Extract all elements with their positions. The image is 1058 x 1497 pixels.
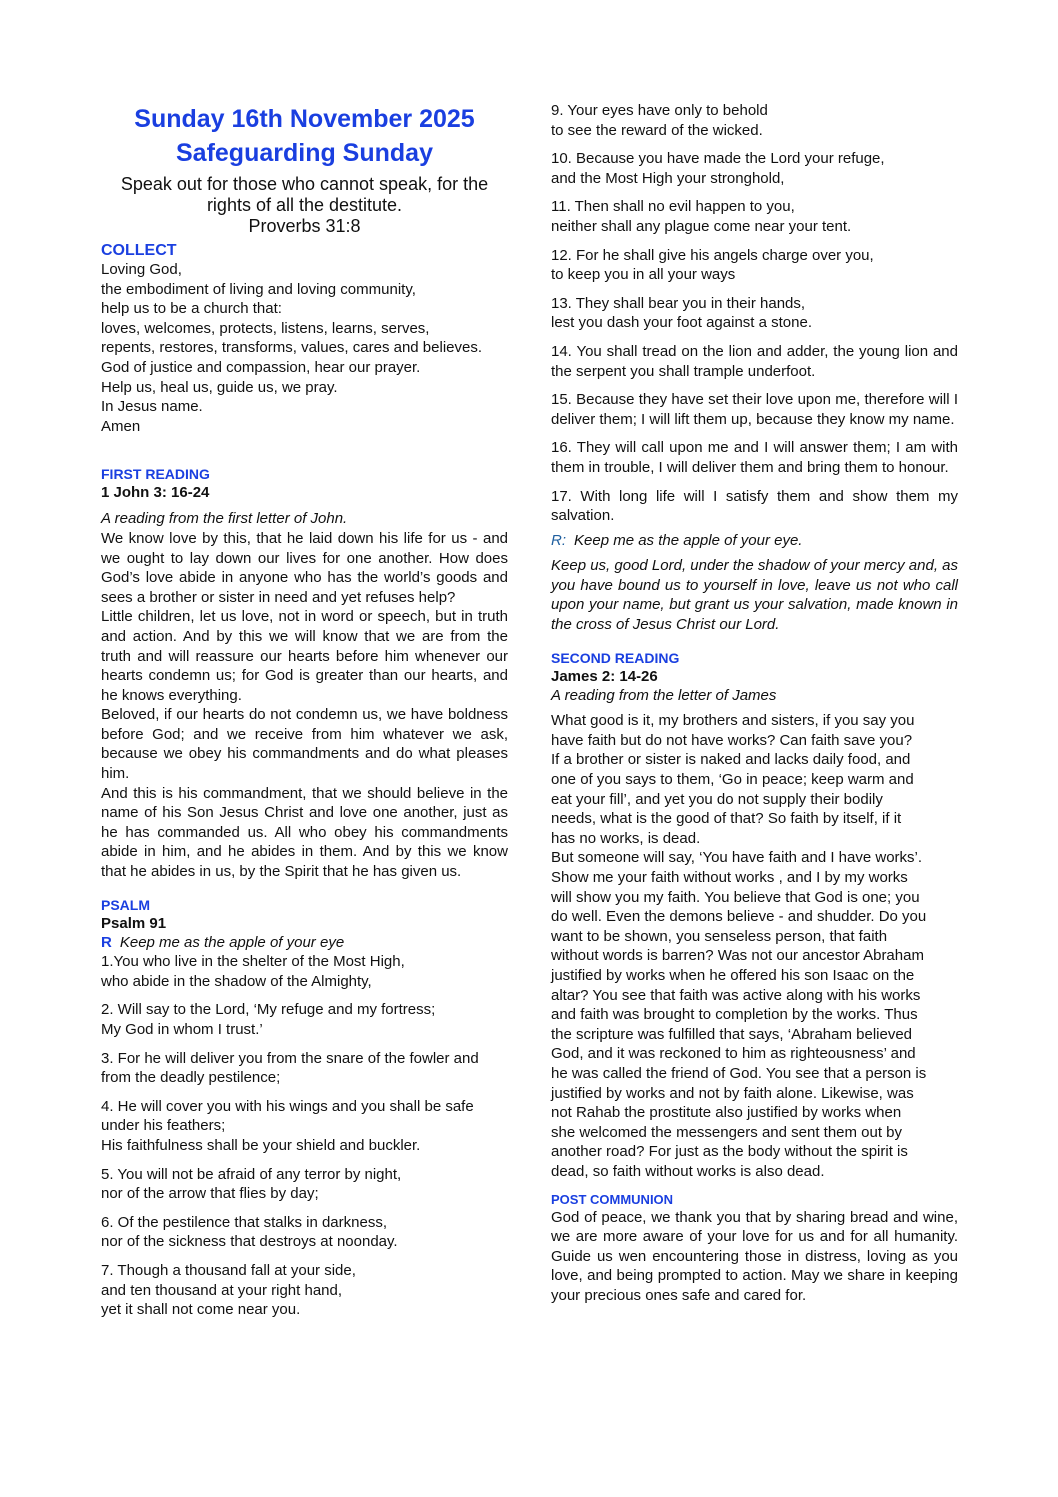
collect-line: the embodiment of living and loving community, xyxy=(101,280,416,298)
response-label: R xyxy=(101,933,112,951)
collect-text xyxy=(101,260,508,436)
psalm-verse-line: and the Most High your stronghold, xyxy=(551,169,785,187)
second-reading-line: justified by works and not by faith alone. Likewise, was xyxy=(551,1084,914,1102)
second-reading-heading: SECOND READING xyxy=(551,649,680,666)
motto-line: Speak out for those who cannot speak, for the xyxy=(120,174,489,194)
psalm-verse-line: 1.You who live in the shelter of the Most High, xyxy=(101,953,405,971)
first-reading-reference: 1 John 3: 16-24 xyxy=(101,484,210,502)
psalm-verse-line: under his feathers; xyxy=(101,1117,226,1135)
second-reading-line: Show me your faith without works , and I by my works xyxy=(551,869,908,886)
second-reading-line: and faith was brought to completion by the works. Thus xyxy=(551,1006,918,1024)
second-reading-line: do well. Even the demons believe - and shudder. Do you xyxy=(551,908,927,926)
psalm-verse-line: to see the reward of the wicked. xyxy=(551,121,763,139)
motto-reference: Proverbs 31:8 xyxy=(248,216,361,236)
psalm-verse-line: 7. Though a thousand fall at your side, xyxy=(101,1261,356,1279)
psalm-verse-line: 10. Because you have made the Lord your refuge, xyxy=(551,150,885,168)
psalm-verse xyxy=(101,1000,508,1039)
psalm-reference: Psalm 91 xyxy=(101,914,167,932)
second-reading-line: God, and it was reckoned to him as righteousness’ and xyxy=(551,1045,916,1063)
psalm-verse-line: 13. They shall bear you in their hands, xyxy=(551,294,806,312)
post-communion-text: God of peace, we thank you that by sharing bread and wine, we are more aware of your love for us and for all humanity. Guide us wen encountering those in distress, loving as you love, and being prompted to action. May we share in keeping your precious ones safe and cared for. xyxy=(551,1208,958,1304)
psalm-verse xyxy=(101,952,508,991)
collect-heading: COLLECT xyxy=(101,242,177,259)
psalm-verse-line: and ten thousand at your right hand, xyxy=(101,1281,343,1299)
psalm-verse-line: 5. You will not be afraid of any terror by night, xyxy=(101,1165,402,1183)
second-reading-line: he was called the friend of God. You see that a person is xyxy=(551,1064,927,1082)
psalm-verse-line: who abide in the shadow of the Almighty, xyxy=(101,972,372,990)
second-reading-intro: A reading from the letter of James xyxy=(551,686,777,704)
second-reading-line: have faith but do not have works? Can faith save you? xyxy=(551,731,913,749)
psalm-verse-line: neither shall any plague come near your tent. xyxy=(551,217,852,235)
closing-response-label: R: xyxy=(551,531,566,549)
psalm-verse xyxy=(551,101,958,140)
psalm-verse-line: 4. He will cover you with his wings and you shall be safe xyxy=(101,1097,474,1115)
second-reading-line: want to be shown, you senseless person, that faith xyxy=(551,927,888,945)
psalm-verse: 14. You shall tread on the lion and adder, the young lion and the serpent you shall trample underfoot. xyxy=(551,342,958,380)
collect-line: God of justice and compassion, hear our prayer. xyxy=(101,358,421,376)
collect-line: In Jesus name. xyxy=(101,398,203,416)
psalm-verse-line: lest you dash your foot against a stone. xyxy=(551,314,812,332)
first-reading-intro: A reading from the first letter of John. xyxy=(101,510,348,528)
psalm-response xyxy=(101,933,508,953)
psalm-verse-line: nor of the sickness that destroys at noonday. xyxy=(101,1233,398,1251)
second-reading-line: But someone will say, ‘You have faith and I have works’. xyxy=(551,849,923,867)
right-column xyxy=(551,0,958,1305)
psalm-verse-line: from the deadly pestilence; xyxy=(101,1069,281,1087)
psalm-verse: 16. They will call upon me and I will answer them; I am with them in trouble, I will deliver them and bring them to honour. xyxy=(551,439,958,476)
psalm-verse-line: 9. Your eyes have only to behold xyxy=(551,102,768,119)
psalm-verse xyxy=(101,1213,508,1252)
psalm-verse xyxy=(101,1261,508,1320)
second-reading-line: without words is barren? Was not our ancestor Abraham xyxy=(551,947,924,965)
psalm-verse-line: My God in whom I trust.’ xyxy=(101,1021,263,1038)
first-reading-text xyxy=(101,529,508,882)
psalm-verse xyxy=(551,246,958,285)
psalm-verse-line: 6. Of the pestilence that stalks in darkness, xyxy=(101,1213,387,1231)
psalm-prayer: Keep us, good Lord, under the shadow of your mercy and, as you have bound us to yourself in love, leave us not who call upon your name, but grant us your salvation, made known in the cross of Jesus Christ our Lord. xyxy=(551,557,958,634)
second-reading-line: eat your fill’, and yet you do not supply their bodily xyxy=(551,790,883,808)
psalm-verse-line: nor of the arrow that flies by day; xyxy=(101,1185,319,1203)
psalm-verses-right-justified xyxy=(551,342,958,526)
psalm-verses-right xyxy=(551,101,958,333)
second-reading-line: she welcomed the messengers and sent them out by xyxy=(551,1123,903,1141)
page-title xyxy=(101,102,508,170)
psalm-heading: PSALM xyxy=(101,896,150,913)
psalm-verse xyxy=(101,1097,508,1156)
collect-line: Loving God, xyxy=(101,261,182,278)
motto xyxy=(101,174,508,237)
collect-line: Amen xyxy=(101,417,141,435)
psalm-verse-line: 2. Will say to the Lord, ‘My refuge and my fortress; xyxy=(101,1001,436,1019)
second-reading-line: will show you my faith. You believe that God is one; you xyxy=(551,888,920,906)
post-communion-heading: POST COMMUNION xyxy=(551,1191,674,1207)
psalm-verse-line: yet it shall not come near you. xyxy=(101,1301,301,1319)
collect-line: help us to be a church that: xyxy=(101,300,282,318)
psalm-verse-line: 3. For he will deliver you from the snare of the fowler and xyxy=(101,1049,479,1067)
collect-line: repents, restores, transforms, values, cares and believes. xyxy=(101,339,483,357)
response-text: Keep me as the apple of your eye xyxy=(119,933,345,951)
title-occasion: Safeguarding Sunday xyxy=(176,139,433,167)
first-reading-heading: FIRST READING xyxy=(101,466,210,483)
motto-line: rights of all the destitute. xyxy=(206,195,403,215)
second-reading-line: justified by works when he offered his son Isaac on the xyxy=(551,966,915,984)
psalm-verse: 15. Because they have set their love upon me, therefore will I deliver them; I will lift them up, because they know my name. xyxy=(551,391,958,428)
psalm-verse-line: 12. For he shall give his angels charge over you, xyxy=(551,246,874,264)
psalm-verse xyxy=(101,1165,508,1204)
second-reading-line: needs, what is the good of that? So faith by itself, if it xyxy=(551,810,902,828)
left-column xyxy=(101,0,508,1329)
second-reading-line: dead, so faith without works is also dead. xyxy=(551,1162,825,1180)
psalm-verses-left xyxy=(101,952,508,1320)
psalm-verse-line: 11. Then shall no evil happen to you, xyxy=(551,198,795,216)
second-reading-line: not Rahab the prostitute also justified by works when xyxy=(551,1104,902,1122)
psalm-closing-response xyxy=(551,531,958,551)
psalm-verse xyxy=(551,197,958,236)
second-reading-line: What good is it, my brothers and sisters, if you say you xyxy=(551,712,915,730)
psalm-verse xyxy=(551,149,958,188)
psalm-verse: 17. With long life will I satisfy them and show them my salvation. xyxy=(551,487,958,525)
first-reading-paragraph: And this is his commandment, that we should believe in the name of his Son Jesus Christ and love one another, just as he has commanded us. All who obey his commandments abide in him, and he abides in them. And by this we know that he abides in us, by the Spirit that he has given us. xyxy=(101,784,508,881)
second-reading-line: If a brother or sister is naked and lacks daily food, and xyxy=(551,751,911,769)
first-reading-paragraph: Little children, let us love, not in word or speech, but in truth and action. And by this we will know that we are from the truth and will reassure our hearts before him whenever our hearts condemn us; for God is greater than our hearts, and he knows everything. xyxy=(101,608,508,704)
psalm-verse-line: His faithfulness shall be your shield and buckler. xyxy=(101,1136,421,1154)
first-reading-paragraph: Beloved, if our hearts do not condemn us, we have boldness before God; and we receive from him whatever we ask, because we obey his commandments and do what pleases him. xyxy=(101,706,508,783)
closing-response-text: Keep me as the apple of your eye. xyxy=(574,531,803,549)
second-reading-line: has no works, is dead. xyxy=(551,829,701,847)
psalm-verse-line: to keep you in all your ways xyxy=(551,266,736,284)
title-date: Sunday 16th November 2025 xyxy=(134,105,475,133)
psalm-verse xyxy=(551,294,958,333)
first-reading-paragraph: We know love by this, that he laid down his life for us - and we ought to lay down our lives for one another. How does God’s love abide in anyone who has the world’s goods and sees a brother or sister in need and yet refuses help? xyxy=(101,529,508,606)
second-reading-paragraph xyxy=(551,711,958,848)
second-reading-line: altar? You see that faith was active along with his works xyxy=(551,986,921,1004)
second-reading-line: another road? For just as the body without the spirit is xyxy=(551,1143,908,1161)
second-reading-reference: James 2: 14-26 xyxy=(551,667,658,685)
second-reading-line: one of you says to them, ‘Go in peace; keep warm and xyxy=(551,771,914,789)
second-reading-line: the scripture was fulfilled that says, ‘Abraham believed xyxy=(551,1025,913,1043)
collect-line: Help us, heal us, guide us, we pray. xyxy=(101,378,338,396)
collect-line: loves, welcomes, protects, listens, learns, serves, xyxy=(101,319,430,337)
psalm-verse xyxy=(101,1049,508,1088)
second-reading-paragraph xyxy=(551,848,958,1181)
